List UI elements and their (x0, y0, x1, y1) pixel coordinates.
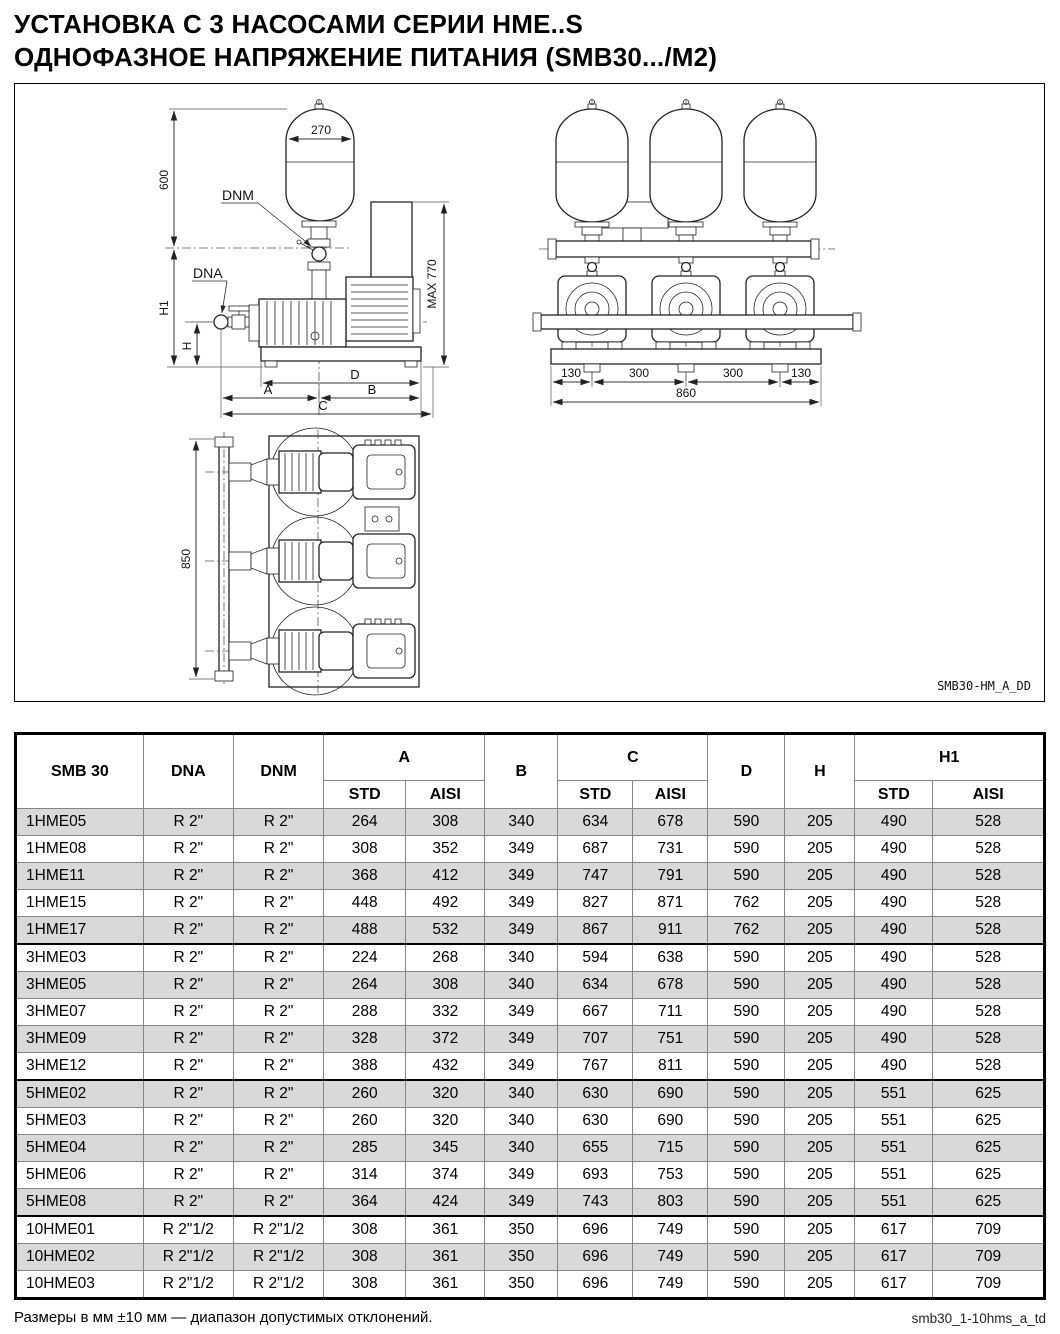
spacing-left-label: 130 (560, 366, 582, 380)
h1-std-cell: 617 (855, 1271, 933, 1299)
d-cell: 590 (708, 1080, 785, 1108)
a-aisi-cell: 361 (406, 1244, 485, 1271)
dna-cell: R 2" (143, 1189, 233, 1217)
dna-cell: R 2" (143, 1053, 233, 1081)
a-aisi-cell: 532 (406, 917, 485, 945)
h1-aisi-cell: 528 (933, 917, 1045, 945)
c-aisi-cell: 749 (633, 1244, 708, 1271)
b-cell: 349 (485, 1026, 558, 1053)
table-row (16, 836, 1045, 863)
spacing-mid-left-label: 300 (628, 366, 650, 380)
a-std-cell: 308 (324, 1271, 406, 1299)
b-cell: 349 (485, 1189, 558, 1217)
header-c: C (558, 734, 708, 781)
a-std-cell: 308 (324, 1244, 406, 1271)
a-aisi-cell: 352 (406, 836, 485, 863)
h1-aisi-cell: 625 (933, 1080, 1045, 1108)
h-cell: 205 (785, 1135, 855, 1162)
dnm-cell: R 2" (233, 972, 323, 999)
dna-cell: R 2"1/2 (143, 1216, 233, 1244)
dna-cell: R 2" (143, 999, 233, 1026)
header-h1-std: STD (855, 781, 933, 809)
c-std-cell: 696 (558, 1244, 633, 1271)
a-std-cell: 308 (324, 1216, 406, 1244)
dna-cell: R 2" (143, 863, 233, 890)
depth-label: 850 (179, 548, 193, 570)
b-cell: 349 (485, 999, 558, 1026)
c-aisi-cell: 711 (633, 999, 708, 1026)
c-std-cell: 634 (558, 972, 633, 999)
table-row (16, 1080, 1045, 1108)
table-row (16, 999, 1045, 1026)
c-std-cell: 594 (558, 944, 633, 972)
d-cell: 590 (708, 1162, 785, 1189)
d-cell: 590 (708, 836, 785, 863)
c-std-cell: 696 (558, 1271, 633, 1299)
c-aisi-cell: 690 (633, 1080, 708, 1108)
h1-aisi-cell: 709 (933, 1216, 1045, 1244)
a-aisi-cell: 432 (406, 1053, 485, 1081)
h-cell: 205 (785, 944, 855, 972)
b-cell: 349 (485, 1053, 558, 1081)
table-header (16, 734, 1045, 809)
dim-c-label: C (318, 398, 328, 413)
model-cell: 1HME08 (16, 836, 144, 863)
dna-cell: R 2" (143, 890, 233, 917)
c-std-cell: 687 (558, 836, 633, 863)
drawing-code: SMB30-HM_A_DD (937, 679, 1031, 693)
h-cell: 205 (785, 863, 855, 890)
c-aisi-cell: 731 (633, 836, 708, 863)
h1-aisi-cell: 528 (933, 863, 1045, 890)
dim-d-label: D (350, 367, 360, 382)
h-cell: 205 (785, 1216, 855, 1244)
d-cell: 590 (708, 1053, 785, 1081)
h1-std-cell: 490 (855, 917, 933, 945)
dna-cell: R 2"1/2 (143, 1244, 233, 1271)
dnm-cell: R 2"1/2 (233, 1244, 323, 1271)
dim-a-label: A (263, 382, 273, 397)
c-aisi-cell: 638 (633, 944, 708, 972)
dna-cell: R 2" (143, 1162, 233, 1189)
h1-aisi-cell: 709 (933, 1271, 1045, 1299)
a-aisi-cell: 308 (406, 972, 485, 999)
c-aisi-cell: 678 (633, 972, 708, 999)
dnm-cell: R 2" (233, 1026, 323, 1053)
spacing-mid-right-label: 300 (722, 366, 744, 380)
dna-cell: R 2" (143, 972, 233, 999)
front-view-drawing (533, 100, 861, 407)
total-width-label: 860 (675, 386, 697, 400)
a-aisi-cell: 345 (406, 1135, 485, 1162)
dna-cell: R 2" (143, 1108, 233, 1135)
table-row (16, 1135, 1045, 1162)
table-row (16, 890, 1045, 917)
dnm-cell: R 2"1/2 (233, 1271, 323, 1299)
h1-std-cell: 490 (855, 863, 933, 890)
dna-cell: R 2" (143, 917, 233, 945)
h1-std-cell: 490 (855, 836, 933, 863)
header-d: D (708, 734, 785, 809)
a-std-cell: 264 (324, 972, 406, 999)
c-aisi-cell: 749 (633, 1216, 708, 1244)
h1-aisi-cell: 625 (933, 1108, 1045, 1135)
dna-cell: R 2" (143, 944, 233, 972)
h-cell: 205 (785, 1026, 855, 1053)
d-cell: 590 (708, 1189, 785, 1217)
model-cell: 5HME03 (16, 1108, 144, 1135)
dnm-label: DNM (222, 187, 254, 203)
a-std-cell: 260 (324, 1080, 406, 1108)
c-aisi-cell: 791 (633, 863, 708, 890)
page-title (14, 8, 1046, 74)
table-row (16, 863, 1045, 890)
h1-aisi-cell: 528 (933, 999, 1045, 1026)
b-cell: 349 (485, 863, 558, 890)
title-line-2: ОДНОФАЗНОЕ НАПРЯЖЕНИЕ ПИТАНИЯ (SMB30.../M2) (14, 42, 718, 72)
model-cell: 3HME07 (16, 999, 144, 1026)
a-std-cell: 388 (324, 1053, 406, 1081)
c-std-cell: 634 (558, 809, 633, 836)
d-cell: 590 (708, 1135, 785, 1162)
c-std-cell: 707 (558, 1026, 633, 1053)
pump-front-1 (558, 276, 626, 349)
h1-aisi-cell: 625 (933, 1189, 1045, 1217)
table-body (16, 809, 1045, 1299)
model-cell: 5HME06 (16, 1162, 144, 1189)
c-std-cell: 696 (558, 1216, 633, 1244)
a-aisi-cell: 492 (406, 890, 485, 917)
technical-drawing-panel (14, 83, 1045, 702)
b-cell: 349 (485, 1162, 558, 1189)
h-cell: 205 (785, 917, 855, 945)
dim-b-label: B (367, 382, 377, 397)
h1-std-cell: 490 (855, 1053, 933, 1081)
table-row (16, 1108, 1045, 1135)
h-cell: 205 (785, 1080, 855, 1108)
h-cell: 205 (785, 1189, 855, 1217)
dna-cell: R 2" (143, 1026, 233, 1053)
dnm-cell: R 2" (233, 890, 323, 917)
d-cell: 762 (708, 917, 785, 945)
dna-cell: R 2"1/2 (143, 1271, 233, 1299)
dnm-cell: R 2" (233, 809, 323, 836)
c-std-cell: 767 (558, 1053, 633, 1081)
b-cell: 349 (485, 917, 558, 945)
header-a-aisi: AISI (406, 781, 485, 809)
d-cell: 590 (708, 944, 785, 972)
tank-diameter-label: 270 (310, 123, 332, 137)
d-cell: 590 (708, 972, 785, 999)
d-cell: 590 (708, 1026, 785, 1053)
a-std-cell: 448 (324, 890, 406, 917)
a-std-cell: 314 (324, 1162, 406, 1189)
header-c-std: STD (558, 781, 633, 809)
dnm-cell: R 2" (233, 836, 323, 863)
model-cell: 1HME11 (16, 863, 144, 890)
model-cell: 1HME17 (16, 917, 144, 945)
model-cell: 10HME02 (16, 1244, 144, 1271)
document-id: smb30_1-10hms_a_td (911, 1311, 1046, 1326)
h1-aisi-cell: 528 (933, 836, 1045, 863)
c-std-cell: 630 (558, 1080, 633, 1108)
h1-aisi-cell: 528 (933, 972, 1045, 999)
dna-cell: R 2" (143, 809, 233, 836)
model-cell: 10HME03 (16, 1271, 144, 1299)
dnm-cell: R 2" (233, 1135, 323, 1162)
table-row (16, 1216, 1045, 1244)
a-std-cell: 224 (324, 944, 406, 972)
header-h1-aisi: AISI (933, 781, 1045, 809)
c-aisi-cell: 751 (633, 1026, 708, 1053)
a-aisi-cell: 320 (406, 1108, 485, 1135)
dimensions-table (14, 732, 1046, 1300)
h1-aisi-cell: 528 (933, 809, 1045, 836)
header-a-std: STD (324, 781, 406, 809)
h1-aisi-cell: 709 (933, 1244, 1045, 1271)
table-row (16, 1271, 1045, 1299)
c-aisi-cell: 753 (633, 1162, 708, 1189)
b-cell: 340 (485, 809, 558, 836)
b-cell: 350 (485, 1244, 558, 1271)
dna-cell: R 2" (143, 836, 233, 863)
c-std-cell: 630 (558, 1108, 633, 1135)
a-std-cell: 285 (324, 1135, 406, 1162)
dnm-cell: R 2" (233, 999, 323, 1026)
h1-aisi-cell: 625 (933, 1135, 1045, 1162)
d-cell: 590 (708, 809, 785, 836)
b-cell: 340 (485, 1108, 558, 1135)
header-dnm: DNM (233, 734, 323, 809)
d-cell: 590 (708, 1108, 785, 1135)
model-cell: 5HME04 (16, 1135, 144, 1162)
h1-std-cell: 551 (855, 1162, 933, 1189)
a-aisi-cell: 361 (406, 1271, 485, 1299)
d-cell: 590 (708, 1271, 785, 1299)
page-footer (14, 1309, 1046, 1326)
a-std-cell: 488 (324, 917, 406, 945)
h-cell: 205 (785, 999, 855, 1026)
a-aisi-cell: 412 (406, 863, 485, 890)
h1-aisi-cell: 528 (933, 944, 1045, 972)
table-row (16, 809, 1045, 836)
c-std-cell: 747 (558, 863, 633, 890)
c-aisi-cell: 871 (633, 890, 708, 917)
top-view-drawing (179, 428, 419, 695)
h-cell: 205 (785, 890, 855, 917)
c-std-cell: 655 (558, 1135, 633, 1162)
a-aisi-cell: 332 (406, 999, 485, 1026)
header-dna: DNA (143, 734, 233, 809)
h-cell: 205 (785, 1244, 855, 1271)
a-std-cell: 308 (324, 836, 406, 863)
model-cell: 10HME01 (16, 1216, 144, 1244)
h1-std-cell: 551 (855, 1080, 933, 1108)
h1-aisi-cell: 528 (933, 890, 1045, 917)
h1-aisi-cell: 528 (933, 1026, 1045, 1053)
h-cell: 205 (785, 1053, 855, 1081)
h-cell: 205 (785, 809, 855, 836)
table-row (16, 1053, 1045, 1081)
c-std-cell: 743 (558, 1189, 633, 1217)
table-row (16, 1162, 1045, 1189)
b-cell: 349 (485, 890, 558, 917)
b-cell: 340 (485, 1135, 558, 1162)
dim-h-label: H (180, 341, 194, 351)
max-770-label: MAX 770 (425, 259, 439, 309)
h1-std-cell: 490 (855, 890, 933, 917)
table-row (16, 1026, 1045, 1053)
dnm-cell: R 2" (233, 1108, 323, 1135)
dim-h1-label: H1 (157, 300, 171, 316)
tank-3 (744, 100, 816, 243)
h1-aisi-cell: 625 (933, 1162, 1045, 1189)
h-cell: 205 (785, 836, 855, 863)
a-std-cell: 364 (324, 1189, 406, 1217)
h1-std-cell: 490 (855, 999, 933, 1026)
a-std-cell: 288 (324, 999, 406, 1026)
dnm-cell: R 2" (233, 917, 323, 945)
model-cell: 1HME05 (16, 809, 144, 836)
spacing-right-label: 130 (790, 366, 812, 380)
h-cell: 205 (785, 1162, 855, 1189)
pump-front-2 (652, 276, 720, 349)
dnm-cell: R 2" (233, 1189, 323, 1217)
dnm-cell: R 2" (233, 944, 323, 972)
table-row (16, 1189, 1045, 1217)
dna-cell: R 2" (143, 1135, 233, 1162)
c-aisi-cell: 678 (633, 809, 708, 836)
a-aisi-cell: 374 (406, 1162, 485, 1189)
h-cell: 205 (785, 1108, 855, 1135)
d-cell: 590 (708, 863, 785, 890)
side-view-drawing (157, 100, 449, 419)
table-row (16, 1244, 1045, 1271)
model-cell: 3HME05 (16, 972, 144, 999)
dnm-cell: R 2" (233, 1080, 323, 1108)
b-cell: 350 (485, 1216, 558, 1244)
b-cell: 350 (485, 1271, 558, 1299)
d-cell: 590 (708, 1216, 785, 1244)
d-cell: 590 (708, 999, 785, 1026)
c-std-cell: 827 (558, 890, 633, 917)
a-aisi-cell: 268 (406, 944, 485, 972)
b-cell: 340 (485, 1080, 558, 1108)
technical-drawing (15, 84, 1044, 701)
h1-std-cell: 490 (855, 972, 933, 999)
header-h1: H1 (855, 734, 1045, 781)
c-aisi-cell: 803 (633, 1189, 708, 1217)
dim-600-label: 600 (157, 169, 171, 191)
a-std-cell: 260 (324, 1108, 406, 1135)
dnm-cell: R 2" (233, 1162, 323, 1189)
h1-std-cell: 490 (855, 944, 933, 972)
table-row (16, 972, 1045, 999)
a-aisi-cell: 320 (406, 1080, 485, 1108)
model-cell: 1HME15 (16, 890, 144, 917)
b-cell: 349 (485, 836, 558, 863)
dna-label: DNA (193, 265, 223, 281)
b-cell: 340 (485, 944, 558, 972)
c-std-cell: 667 (558, 999, 633, 1026)
d-cell: 590 (708, 1244, 785, 1271)
table-row (16, 944, 1045, 972)
a-aisi-cell: 361 (406, 1216, 485, 1244)
a-std-cell: 264 (324, 809, 406, 836)
model-cell: 3HME09 (16, 1026, 144, 1053)
table-row (16, 917, 1045, 945)
model-cell: 3HME03 (16, 944, 144, 972)
h1-aisi-cell: 528 (933, 1053, 1045, 1081)
h1-std-cell: 617 (855, 1216, 933, 1244)
title-line-1: УСТАНОВКА С 3 НАСОСАМИ СЕРИИ HME..S (14, 9, 584, 39)
h1-std-cell: 551 (855, 1189, 933, 1217)
a-std-cell: 368 (324, 863, 406, 890)
dnm-cell: R 2" (233, 863, 323, 890)
dnm-cell: R 2" (233, 1053, 323, 1081)
header-a: A (324, 734, 485, 781)
h1-std-cell: 551 (855, 1135, 933, 1162)
a-aisi-cell: 308 (406, 809, 485, 836)
h-cell: 205 (785, 1271, 855, 1299)
h1-std-cell: 490 (855, 1026, 933, 1053)
h-cell: 205 (785, 972, 855, 999)
model-cell: 5HME08 (16, 1189, 144, 1217)
header-b: B (485, 734, 558, 809)
model-cell: 3HME12 (16, 1053, 144, 1081)
dnm-cell: R 2"1/2 (233, 1216, 323, 1244)
c-aisi-cell: 690 (633, 1108, 708, 1135)
h1-std-cell: 551 (855, 1108, 933, 1135)
header-c-aisi: AISI (633, 781, 708, 809)
a-aisi-cell: 424 (406, 1189, 485, 1217)
a-std-cell: 328 (324, 1026, 406, 1053)
c-aisi-cell: 911 (633, 917, 708, 945)
d-cell: 762 (708, 890, 785, 917)
c-aisi-cell: 811 (633, 1053, 708, 1081)
dna-cell: R 2" (143, 1080, 233, 1108)
header-model: SMB 30 (16, 734, 144, 809)
b-cell: 340 (485, 972, 558, 999)
tolerance-note: Размеры в мм ±10 мм — диапазон допустимых отклонений. (14, 1309, 433, 1326)
c-aisi-cell: 715 (633, 1135, 708, 1162)
c-std-cell: 693 (558, 1162, 633, 1189)
h1-std-cell: 490 (855, 809, 933, 836)
a-aisi-cell: 372 (406, 1026, 485, 1053)
c-std-cell: 867 (558, 917, 633, 945)
pump-front-3 (746, 276, 814, 349)
h1-std-cell: 617 (855, 1244, 933, 1271)
model-cell: 5HME02 (16, 1080, 144, 1108)
header-h: H (785, 734, 855, 809)
c-aisi-cell: 749 (633, 1271, 708, 1299)
